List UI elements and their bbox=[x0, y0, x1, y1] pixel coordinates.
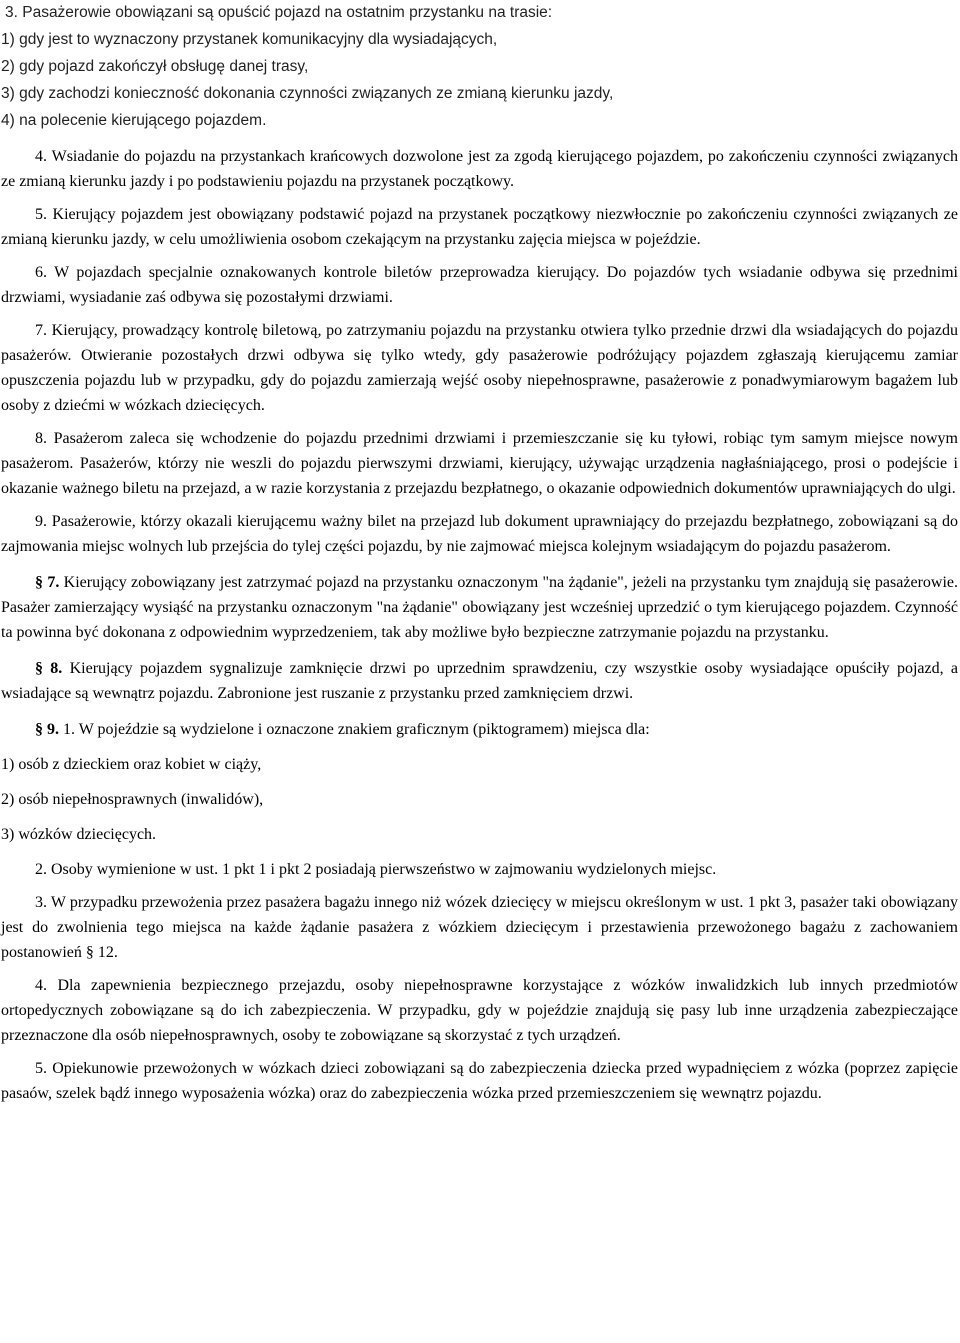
section-9-text: 1. W pojeździe są wydzielone i oznaczone znakiem graficznym (piktogramem) miejsca dla: bbox=[59, 721, 650, 738]
section-9-label: § 9. bbox=[35, 721, 59, 738]
section-9-item-2: 2) osób niepełnosprawnych (inwalidów), bbox=[1, 791, 264, 808]
clause-9: 9. Pasażerowie, którzy okazali kierującemu ważny bilet na przejazd lub dokument uprawniający do przejazdu bezpłatnego, zobowiązani są do zajmowania miejsc wolnych lub przejścia do tylej części pojazdu, by nie zajmować miejsca kolejnym wsiadającym do pojazdu pasażerom. bbox=[1, 513, 958, 555]
section-8 bbox=[1, 656, 958, 706]
section-9 bbox=[1, 717, 958, 742]
section-8-text: Kierujący pojazdem sygnalizuje zamknięcie drzwi po uprzednim sprawdzeniu, czy wszystkie osoby wysiadające opuściły pojazd, a wsiadające są wewnątrz pojazdu. Zabronione jest ruszanie z przystanku przed zamknięciem drzwi. bbox=[1, 660, 959, 702]
section-7-text: Kierujący zobowiązany jest zatrzymać pojazd na przystanku oznaczonym "na żądanie", jeżeli na przystanku tym znajdują się pasażerowie. Pasażer zamierzający wysiąść na przystanku oznaczonym "na żądanie" obowiązany jest wcześniej uprzedzić o tym kierującego pojazdem. Czynność ta powinna być dokonana z odpowiednim wyprzedzeniem, tak aby możliwe było bezpieczne zatrzymanie pojazdu na przystanku. bbox=[1, 574, 958, 641]
clause-7: 7. Kierujący, prowadzący kontrolę biletową, po zatrzymaniu pojazdu na przystanku otwiera tylko przednie drzwi dla wsiadających do pojazdu pasażerów. Otwieranie pozostałych drzwi odbywa się tylko wtedy, gdy pasażerowie podróżujący pojazdem zgłaszają kierującemu zamiar opuszczenia pojazdu lub w przypadku, gdy do pojazdu zamierzają wejść osoby niepełnosprawne, pasażerowie z ponadwymiarowym bagażem lub osoby z dziećmi w wózkach dziecięcych. bbox=[1, 322, 958, 414]
section-9-item-3: 3) wózków dziecięcych. bbox=[1, 826, 157, 843]
section-7-label: § 7. bbox=[35, 574, 60, 591]
clause-4: 4. Wsiadanie do pojazdu na przystankach krańcowych dozwolone jest za zgodą kierującego pojazdem, po zakończeniu czynności związanych ze zmianą kierunku jazdy i po podstawieniu pojazdu na przystanek początkowy. bbox=[1, 148, 958, 190]
clause-8: 8. Pasażerom zaleca się wchodzenie do pojazdu przednimi drzwiami i przemieszczanie się ku tyłowi, robiąc tym samym miejsce nowym pasażerom. Pasażerów, którzy nie weszli do pojazdu pierwszymi drzwiami, kierujący, używając urządzenia nagłaśniającego, prosi o podejście i okazanie ważnego biletu na przejazd, a w razie korzystania z przejazdu bezpłatnego, o okazanie odpowiednich dokumentów uprawniających do ulgi. bbox=[1, 430, 958, 497]
section-9-par-3: 3. W przypadku przewożenia przez pasażera bagażu innego niż wózek dziecięcy w miejscu określonym w ust. 1 pkt 3, pasażer taki obowiązany jest do zwolnienia tego miejsca na każde żądanie pasażera z wózkiem dziecięcym i przestawienia przewożonego bagażu z zachowaniem postanowień § 12. bbox=[1, 894, 958, 961]
clause-6: 6. W pojazdach specjalnie oznakowanych kontrole biletów przeprowadza kierujący. Do pojazdów tych wsiadanie odbywa się przednimi drzwiami, wysiadanie zaś odbywa się pozostałymi drzwiami. bbox=[1, 264, 958, 306]
section-7 bbox=[1, 570, 958, 645]
clause-5: 5. Kierujący pojazdem jest obowiązany podstawić pojazd na przystanek początkowy niezwłocznie po zakończeniu czynności związanych ze zmianą kierunku jazdy, w celu umożliwienia osobom czekającym na przystanku zajęcia miejsca w pojeździe. bbox=[1, 206, 958, 248]
section-8-label: § 8. bbox=[35, 660, 63, 677]
clause-3-item-3: 3) gdy zachodzi konieczność dokonania czynności związanych ze zmianą kierunku jazdy, bbox=[1, 85, 614, 102]
section-9-par-4: 4. Dla zapewnienia bezpiecznego przejazdu, osoby niepełnosprawne korzystające z wózków inwalidzkich lub innych przedmiotów ortopedycznych zobowiązane są do ich zabezpieczenia. W przypadku, gdy w pojeździe znajdują się pasy lub inne urządzenia zabezpieczające przeznaczone dla osób niepełnosprawnych, osoby te zobowiązane są skorzystać z tych urządzeń. bbox=[1, 977, 958, 1044]
section-9-par-2: 2. Osoby wymienione w ust. 1 pkt 1 i pkt 2 posiadają pierwszeństwo w zajmowaniu wydzielonych miejsc. bbox=[35, 861, 717, 878]
clause-3-item-4: 4) na polecenie kierującego pojazdem. bbox=[1, 112, 267, 129]
clause-3-item-1: 1) gdy jest to wyznaczony przystanek komunikacyjny dla wysiadających, bbox=[1, 31, 498, 48]
section-9-item-1: 1) osób z dzieckiem oraz kobiet w ciąży, bbox=[1, 756, 262, 773]
clause-3-heading: 3. Pasażerowie obowiązani są opuścić pojazd na ostatnim przystanku na trasie: bbox=[5, 4, 553, 21]
section-9-par-5: 5. Opiekunowie przewożonych w wózkach dzieci zobowiązani są do zabezpieczenia dziecka przed wypadnięciem z wózka (poprzez zapięcie pasaów, szelek bądź innego wyposażenia wózka) oraz do zabezpieczenia wózka przed przemieszczeniem się wewnątrz pojazdu. bbox=[1, 1060, 958, 1102]
clause-3-item-2: 2) gdy pojazd zakończył obsługę danej trasy, bbox=[1, 58, 309, 75]
